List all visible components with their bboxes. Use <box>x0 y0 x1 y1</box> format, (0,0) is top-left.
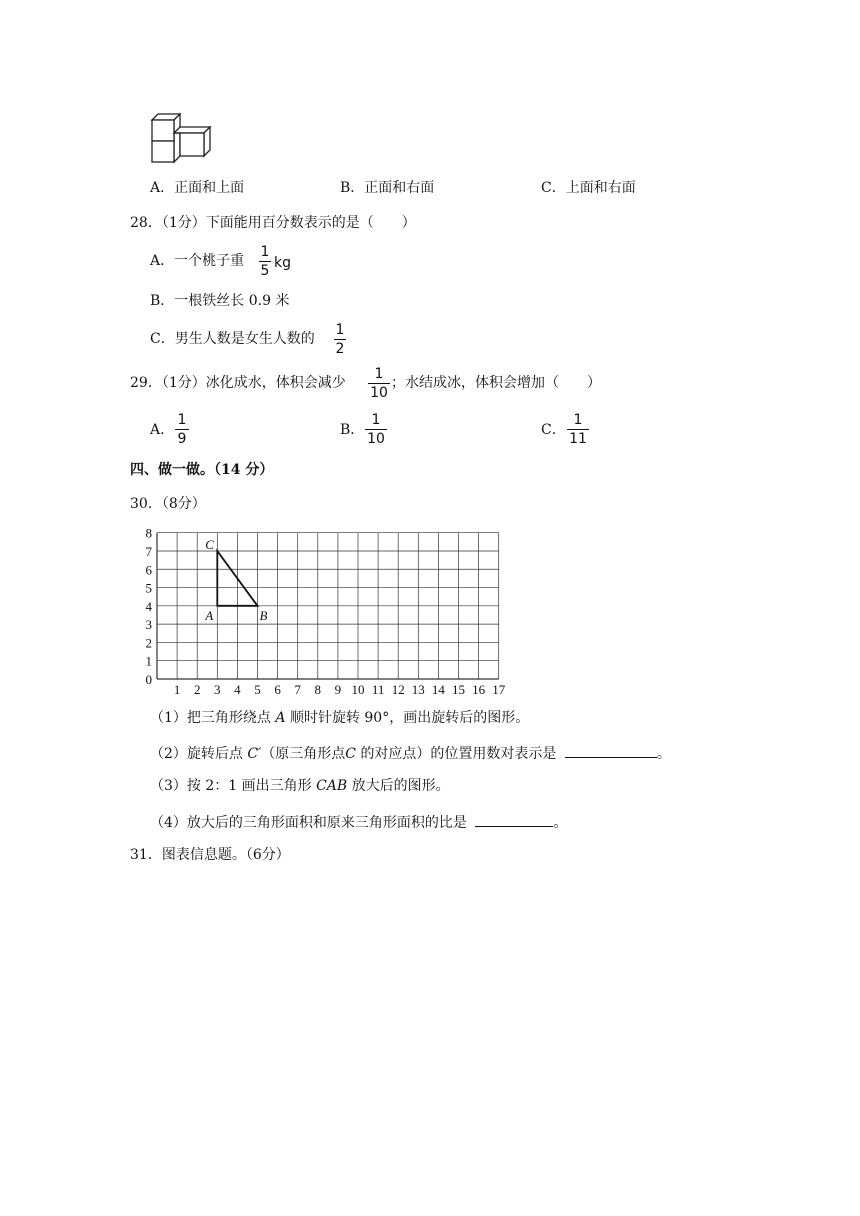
q28-option-a-text: A．一个桃子重 <box>150 253 245 269</box>
x-tick-label: 8 <box>314 682 322 697</box>
q30-sub2-post: 的对应点）的位置用数对表示是 <box>360 746 557 762</box>
q29-option-a-label: A． <box>150 422 175 438</box>
x-tick-label: 12 <box>391 682 405 697</box>
q27-option-c: C．上面和右面 <box>541 180 636 196</box>
q30-sub1-post: 顺时针旋转 90°，画出旋转后的图形。 <box>289 710 530 726</box>
q30-sub2-pre: （2）旋转后点 <box>150 746 243 762</box>
q29-option-b-label: B． <box>340 422 365 438</box>
q29-option-a-fraction <box>175 413 189 446</box>
q27-option-a: A．正面和上面 <box>150 180 245 196</box>
q30-sub1-point: A <box>275 710 286 726</box>
coordinate-grid <box>140 522 520 698</box>
q29-option-c-numerator: 1 <box>573 412 583 428</box>
q29-stem-fraction <box>368 367 390 400</box>
q30-sub4-pre: （4）放大后的三角形面积和原来三角形面积的比是 <box>150 815 467 831</box>
q30-sub2-answer-blank[interactable] <box>565 745 657 758</box>
q31-stem: 31．图表信息题。（6分） <box>130 847 290 863</box>
q29-option-a-numerator: 1 <box>177 412 187 428</box>
y-tick-label: 2 <box>145 635 152 651</box>
x-tick-label: 3 <box>214 682 221 697</box>
q29-stem-part1: 29．（1分）冰化成水，体积会减少 <box>130 375 346 391</box>
point-c-label: C <box>205 536 214 552</box>
q30-sub3-triangle: CAB <box>316 778 348 794</box>
q29-option-a-denominator: 9 <box>177 431 187 447</box>
q30-sub2-point-prime: C′ <box>247 746 262 762</box>
x-tick-label: 6 <box>274 682 281 697</box>
q28-option-b: B．一根铁丝长 0.9 米 <box>150 293 290 309</box>
point-b-label: B <box>259 607 268 623</box>
x-tick-label: 1 <box>173 682 181 697</box>
q30-sub4 <box>150 814 567 830</box>
q30-sub1-pre: （1）把三角形绕点 <box>150 710 271 726</box>
q28-option-c-fraction <box>334 323 346 356</box>
q28-option-c-denominator: 2 <box>335 341 345 357</box>
q28-option-a-denominator: 5 <box>260 263 270 279</box>
q30-sub2-mid: （原三角形点 <box>261 746 346 762</box>
q30-sub4-answer-blank[interactable] <box>475 814 553 827</box>
y-tick-label: 3 <box>145 617 152 633</box>
q29-option-b-numerator: 1 <box>371 412 381 428</box>
y-tick-label: 4 <box>145 598 152 614</box>
q28-option-a-numerator: 1 <box>260 244 270 260</box>
q29-stem-part2: ；水结成冰，体积会增加（ ） <box>391 375 601 391</box>
q30-sub2-point: C <box>345 746 356 762</box>
y-tick-label: 5 <box>145 580 152 596</box>
q29-option-c-denominator: 11 <box>569 431 587 447</box>
x-tick-label: 15 <box>452 682 465 697</box>
q28-stem: 28．（1分）下面能用百分数表示的是（ ） <box>130 215 416 231</box>
x-tick-label: 10 <box>351 682 365 697</box>
q30-sub3-pre: （3）按 2：1 画出三角形 <box>150 778 312 794</box>
x-tick-label: 9 <box>334 682 342 697</box>
q30-sub2-end: 。 <box>656 746 671 762</box>
q29-stem-denominator: 10 <box>370 385 388 401</box>
x-tick-label: 7 <box>294 682 301 697</box>
y-tick-label: 1 <box>145 653 152 669</box>
x-tick-label: 13 <box>411 682 425 697</box>
q27-option-b: B．正面和右面 <box>340 180 435 196</box>
q29-option-c-label: C． <box>541 422 566 438</box>
x-tick-label: 5 <box>254 682 261 697</box>
y-tick-label: 6 <box>145 562 152 578</box>
point-a-label: A <box>205 607 214 623</box>
q30-sub3 <box>150 779 450 793</box>
q30-stem: 30．（8分） <box>130 496 206 512</box>
x-tick-label: 2 <box>193 682 201 697</box>
q28-option-a-fraction <box>259 245 271 278</box>
q29-stem-numerator: 1 <box>374 366 384 382</box>
q30-sub2 <box>150 745 671 761</box>
q28-option-c-numerator: 1 <box>335 322 345 338</box>
q28-option-c-text: C．男生人数是女生人数的 <box>150 331 315 347</box>
q28-option-a-unit: kg <box>274 255 291 271</box>
q29-option-b-denominator: 10 <box>367 431 385 447</box>
y-tick-label: 7 <box>145 543 152 559</box>
q30-sub1 <box>150 711 529 725</box>
x-tick-label: 4 <box>234 682 241 697</box>
q29-option-c-fraction <box>567 413 589 446</box>
x-tick-label: 16 <box>472 682 486 697</box>
section-4-title: 四、做一做。（14 分） <box>130 462 274 478</box>
q29-option-b-fraction <box>365 413 387 446</box>
x-tick-label: 11 <box>371 682 385 697</box>
y-tick-label: 8 <box>145 525 152 541</box>
x-tick-label: 14 <box>431 682 445 697</box>
q30-sub4-end: 。 <box>553 815 568 831</box>
x-tick-label: 17 <box>492 682 506 697</box>
y-tick-label: 0 <box>145 672 152 687</box>
cube-figure <box>150 112 216 164</box>
q30-sub3-post: 放大后的图形。 <box>351 778 450 794</box>
